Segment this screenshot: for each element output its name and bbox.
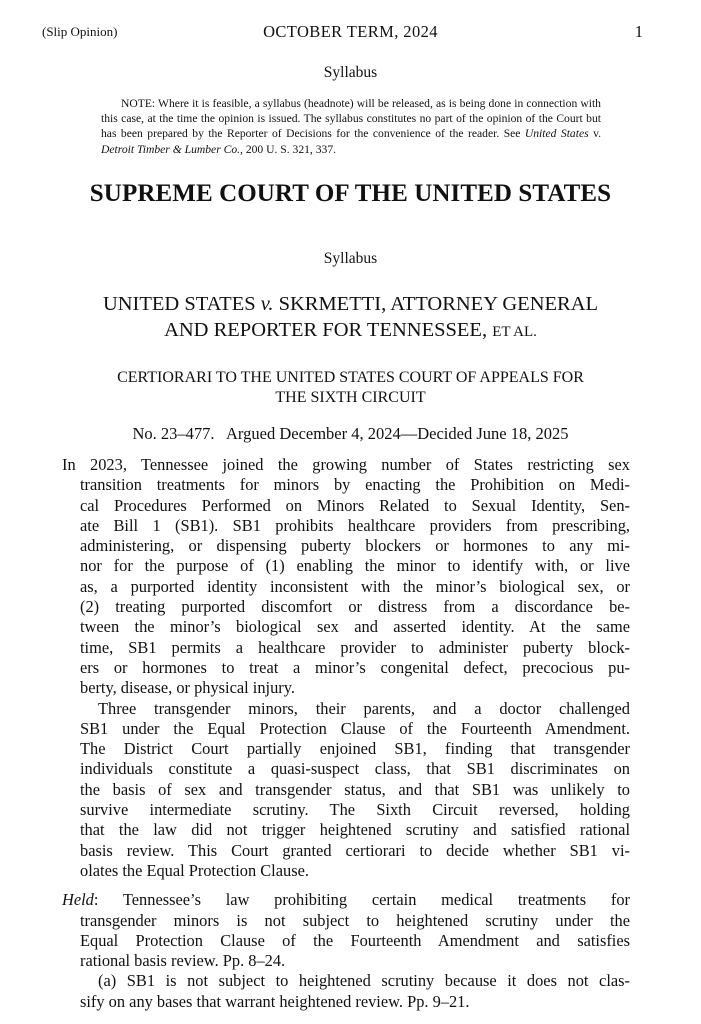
syllabus-heading-2: Syllabus [323, 250, 378, 267]
certiorari-heading [0, 368, 701, 408]
case-title [0, 291, 701, 345]
note-cite-reporter: 200 U. S. 321, 337. [242, 142, 337, 156]
docket-line: No. 23–477. Argued December 4, 2024—Decided June 18, 2025 [132, 424, 569, 443]
case-title-versus: v. [260, 293, 274, 315]
case-title-party-1: UNITED STATES [102, 293, 261, 315]
text-line: ate Bill 1 (SB1). SB1 prohibits healthcare providers from prescribing, [80, 515, 630, 535]
note-line-1: NOTE: Where it is feasible, a syllabus (headnote) will be released, as is [121, 97, 457, 110]
text-line: Equal Protection Clause of the Fourteenth Amendment and satisfies [80, 930, 630, 950]
term-label: OCTOBER TERM, 2024 [263, 22, 438, 41]
text-line: that the law did not trigger heightened scrutiny and satisfied rational [80, 820, 630, 840]
syllabus-heading: Syllabus [323, 64, 378, 81]
paragraph-a [62, 971, 630, 1012]
text-line: transgender minors is not subject to heightened scrutiny under the [80, 910, 630, 930]
note-cite-party-2: Detroit Timber & Lumber Co., [101, 142, 243, 156]
text-line: survive intermediate scrutiny. The Sixth Circuit reversed, holding [80, 800, 630, 820]
note-line-2: being done in connection with this case, at the time the opinion is issued. [101, 97, 601, 126]
text-line: transition treatments for minors by enacting the Prohibition on Medi- [80, 475, 630, 495]
text-line: basis review. This Court granted certiorari to decide whether SB1 vi- [80, 840, 630, 860]
note-cite-v: v. [588, 127, 602, 141]
text-line: as, a purported identity inconsistent with the minor’s biological sex, or [80, 576, 630, 596]
held-first-line: : Tennessee’s law prohibiting certain medical treatments for [93, 890, 630, 910]
note-line-4: prepared by the Reporter of Decisions for the convenience of the reader. [147, 127, 500, 141]
case-title-party-2-cont: AND REPORTER FOR TENNESSEE, [164, 319, 493, 341]
case-title-et-al: ET AL. [492, 324, 537, 340]
text-line: rational basis review. Pp. 8–24. [80, 951, 286, 971]
text-line: time, SB1 permits a healthcare provider to administer puberty block- [80, 637, 630, 657]
text-line: ers or hormones to treat a minor’s congenital defect, precocious pu- [80, 657, 630, 677]
case-title-line-2 [0, 317, 701, 345]
note-see: See [503, 127, 525, 141]
court-name: SUPREME COURT OF THE UNITED STATES [89, 180, 612, 207]
text-line: The District Court partially enjoined SB1, finding that transgender [80, 739, 630, 759]
note-cite-party-1: United States [524, 127, 589, 141]
page-number: 1 [634, 22, 643, 41]
text-line: SB1 under the Equal Protection Clause of the Fourteenth Amendment. [80, 718, 630, 738]
text-line: (a) SB1 is not subject to heightened scrutiny because it does not clas- [98, 971, 630, 991]
slip-opinion-label: (Slip Opinion) [42, 24, 118, 39]
paragraph-procedural-history [62, 699, 630, 882]
paragraph-background [62, 455, 630, 699]
running-head [40, 22, 661, 44]
text-line: sify on any bases that warrant heightened review. Pp. 9–21. [80, 991, 470, 1011]
text-line [62, 890, 630, 910]
case-title-line-1 [0, 291, 701, 317]
text-line: (2) treating purported discomfort or distress from a discordance be- [80, 597, 630, 617]
syllabus-body [62, 455, 630, 1012]
certiorari-line-1: CERTIORARI TO THE UNITED STATES COURT OF APPEALS FOR [117, 369, 584, 386]
text-line: cal Procedures Performed on Minors Related to Sexual Identity, Sen- [80, 495, 630, 515]
text-line: olates the Equal Protection Clause. [80, 860, 309, 880]
text-line: nor for the purpose of (1) enabling the minor to identify with, or live [80, 556, 630, 576]
held-label: Held [62, 890, 94, 910]
note-line-3: The syllabus constitutes no part of the opinion of the Court but has been [101, 112, 601, 141]
text-line: Three transgender minors, their parents, and a doctor challenged [98, 698, 630, 718]
case-title-party-2: SKRMETTI, ATTORNEY GENERAL [273, 293, 599, 315]
text-line: administering, or dispensing puberty blockers or hormones to any mi- [80, 536, 630, 556]
text-line: berty, disease, or physical injury. [80, 678, 295, 698]
text-line: In 2023, Tennessee joined the growing number of States restricting sex [62, 455, 630, 474]
reporter-note [101, 96, 601, 157]
text-line: individuals constitute a quasi-suspect class, that SB1 discriminates on [80, 759, 630, 779]
text-line: tween the minor’s biological sex and asserted identity. At the same [80, 617, 630, 637]
certiorari-line-2: THE SIXTH CIRCUIT [275, 389, 426, 406]
paragraph-held [62, 890, 630, 971]
text-line: the basis of sex and transgender status, and that SB1 was unlikely to [80, 779, 630, 799]
